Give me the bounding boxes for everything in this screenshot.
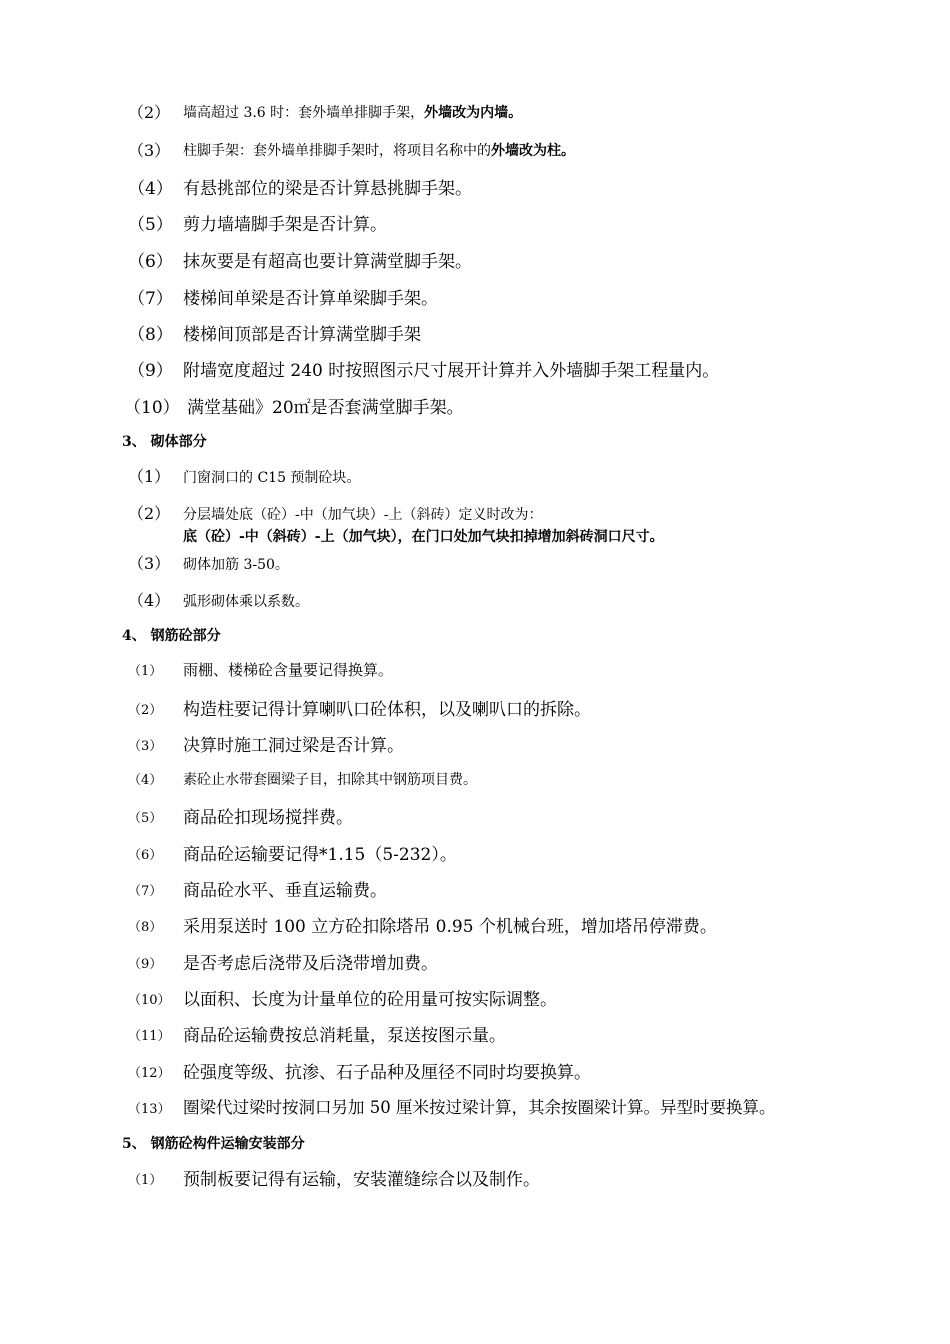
item-number: （6） — [128, 252, 173, 272]
item-text: 楼梯间单梁是否计算单梁脚手架。 — [183, 289, 438, 309]
item-number: （8） — [128, 920, 163, 935]
item-text: 有悬挑部位的梁是否计算悬挑脚手架。 — [183, 179, 472, 199]
item-text: 商品砼运输费按总消耗量，泵送按图示量。 — [183, 1026, 506, 1046]
item-number: （2） — [128, 703, 163, 718]
item-text: 构造柱要记得计算喇叭口砼体积，以及喇叭口的拆除。 — [183, 700, 591, 720]
item-text: 墙高超过 3.6 时：套外墙单排脚手架， — [183, 105, 425, 121]
item-number: （12） — [128, 1066, 171, 1081]
item-emphasis: 外墙改为柱。 — [491, 143, 575, 159]
item-text: 圈梁代过梁时按洞口另加 50 厘米按过梁计算，其余按圈梁计算。异型时要换算。 — [183, 1098, 776, 1117]
item-number: （7） — [128, 884, 163, 899]
item-text: 商品砼水平、垂直运输费。 — [183, 881, 387, 901]
item-text: 是否考虑后浇带及后浇带增加费。 — [183, 954, 438, 974]
item-number: （13） — [128, 1102, 171, 1117]
item-number: （9） — [128, 361, 173, 381]
item-text: 采用泵送时 100 立方砼扣除塔吊 0.95 个机械台班，增加塔吊停滞费。 — [183, 917, 717, 937]
item-text: 商品砼扣现场搅拌费。 — [183, 808, 353, 828]
item-number: （1） — [128, 664, 163, 679]
item-text: 雨棚、楼梯砼含量要记得换算。 — [183, 661, 394, 679]
item-text: 剪力墙墙脚手架是否计算。 — [183, 215, 387, 235]
item-number: （11） — [128, 1029, 171, 1044]
item-text: 楼梯间顶部是否计算满堂脚手架 — [183, 325, 421, 345]
item-text: 弧形砌体乘以系数。 — [183, 594, 309, 610]
item-number: （7） — [128, 289, 173, 309]
section-heading: 3、 砌体部分 — [122, 434, 207, 450]
item-text: 附墙宽度超过 240 时按照图示尺寸展开计算并入外墙脚手架工程量内。 — [183, 361, 720, 381]
item-text: 满堂基础》20㎡是否套满堂脚手架。 — [187, 398, 464, 418]
item-text: 砼强度等级、抗渗、石子品种及厘径不同时均要换算。 — [183, 1063, 591, 1083]
item-emphasis: 外墙改为内墙。 — [424, 105, 523, 121]
item-text: 预制板要记得有运输，安装灌缝综合以及制作。 — [183, 1170, 540, 1190]
item-continuation: 底（砼）-中（斜砖）-上（加气块），在门口处加气块扣掉增加斜砖洞口尺寸。 — [183, 529, 664, 545]
item-number: （10） — [128, 993, 171, 1008]
item-number: （3） — [128, 739, 163, 754]
item-number: （6） — [128, 848, 163, 863]
item-number: （5） — [128, 811, 163, 826]
item-number: （5） — [128, 215, 173, 235]
section-heading: 4、 钢筋砼部分 — [122, 628, 221, 644]
item-text: 柱脚手架：套外墙单排脚手架时，将项目名称中的 — [183, 143, 491, 159]
item-number: （8） — [128, 325, 173, 345]
item-text: 砌体加筋 3-50。 — [183, 557, 289, 573]
item-text: 分层墙处底（砼）-中（加气块）-上（斜砖）定义时改为： — [183, 507, 543, 523]
item-number: （1） — [128, 467, 171, 486]
item-number: （4） — [128, 773, 163, 788]
item-number: （4） — [128, 591, 171, 610]
item-number: （2） — [128, 103, 171, 122]
section-heading: 5、 钢筋砼构件运输安装部分 — [122, 1136, 305, 1152]
item-number: （2） — [128, 504, 171, 523]
item-text: 门窗洞口的 C15 预制砼块。 — [183, 470, 361, 486]
item-number: （3） — [128, 554, 171, 573]
item-text: 以面积、长度为计量单位的砼用量可按实际调整。 — [183, 990, 557, 1010]
item-text: 决算时施工洞过梁是否计算。 — [183, 736, 404, 756]
item-text: 素砼止水带套圈梁子目，扣除其中钢筋项目费。 — [183, 772, 477, 788]
item-text: 商品砼运输要记得*1.15（5-232）。 — [183, 845, 457, 865]
item-number: （9） — [128, 957, 163, 972]
item-number: （3） — [128, 141, 171, 160]
item-number: （1） — [128, 1173, 163, 1188]
item-number: （10） — [124, 398, 180, 418]
item-text: 抹灰要是有超高也要计算满堂脚手架。 — [183, 252, 472, 272]
item-number: （4） — [128, 179, 173, 199]
